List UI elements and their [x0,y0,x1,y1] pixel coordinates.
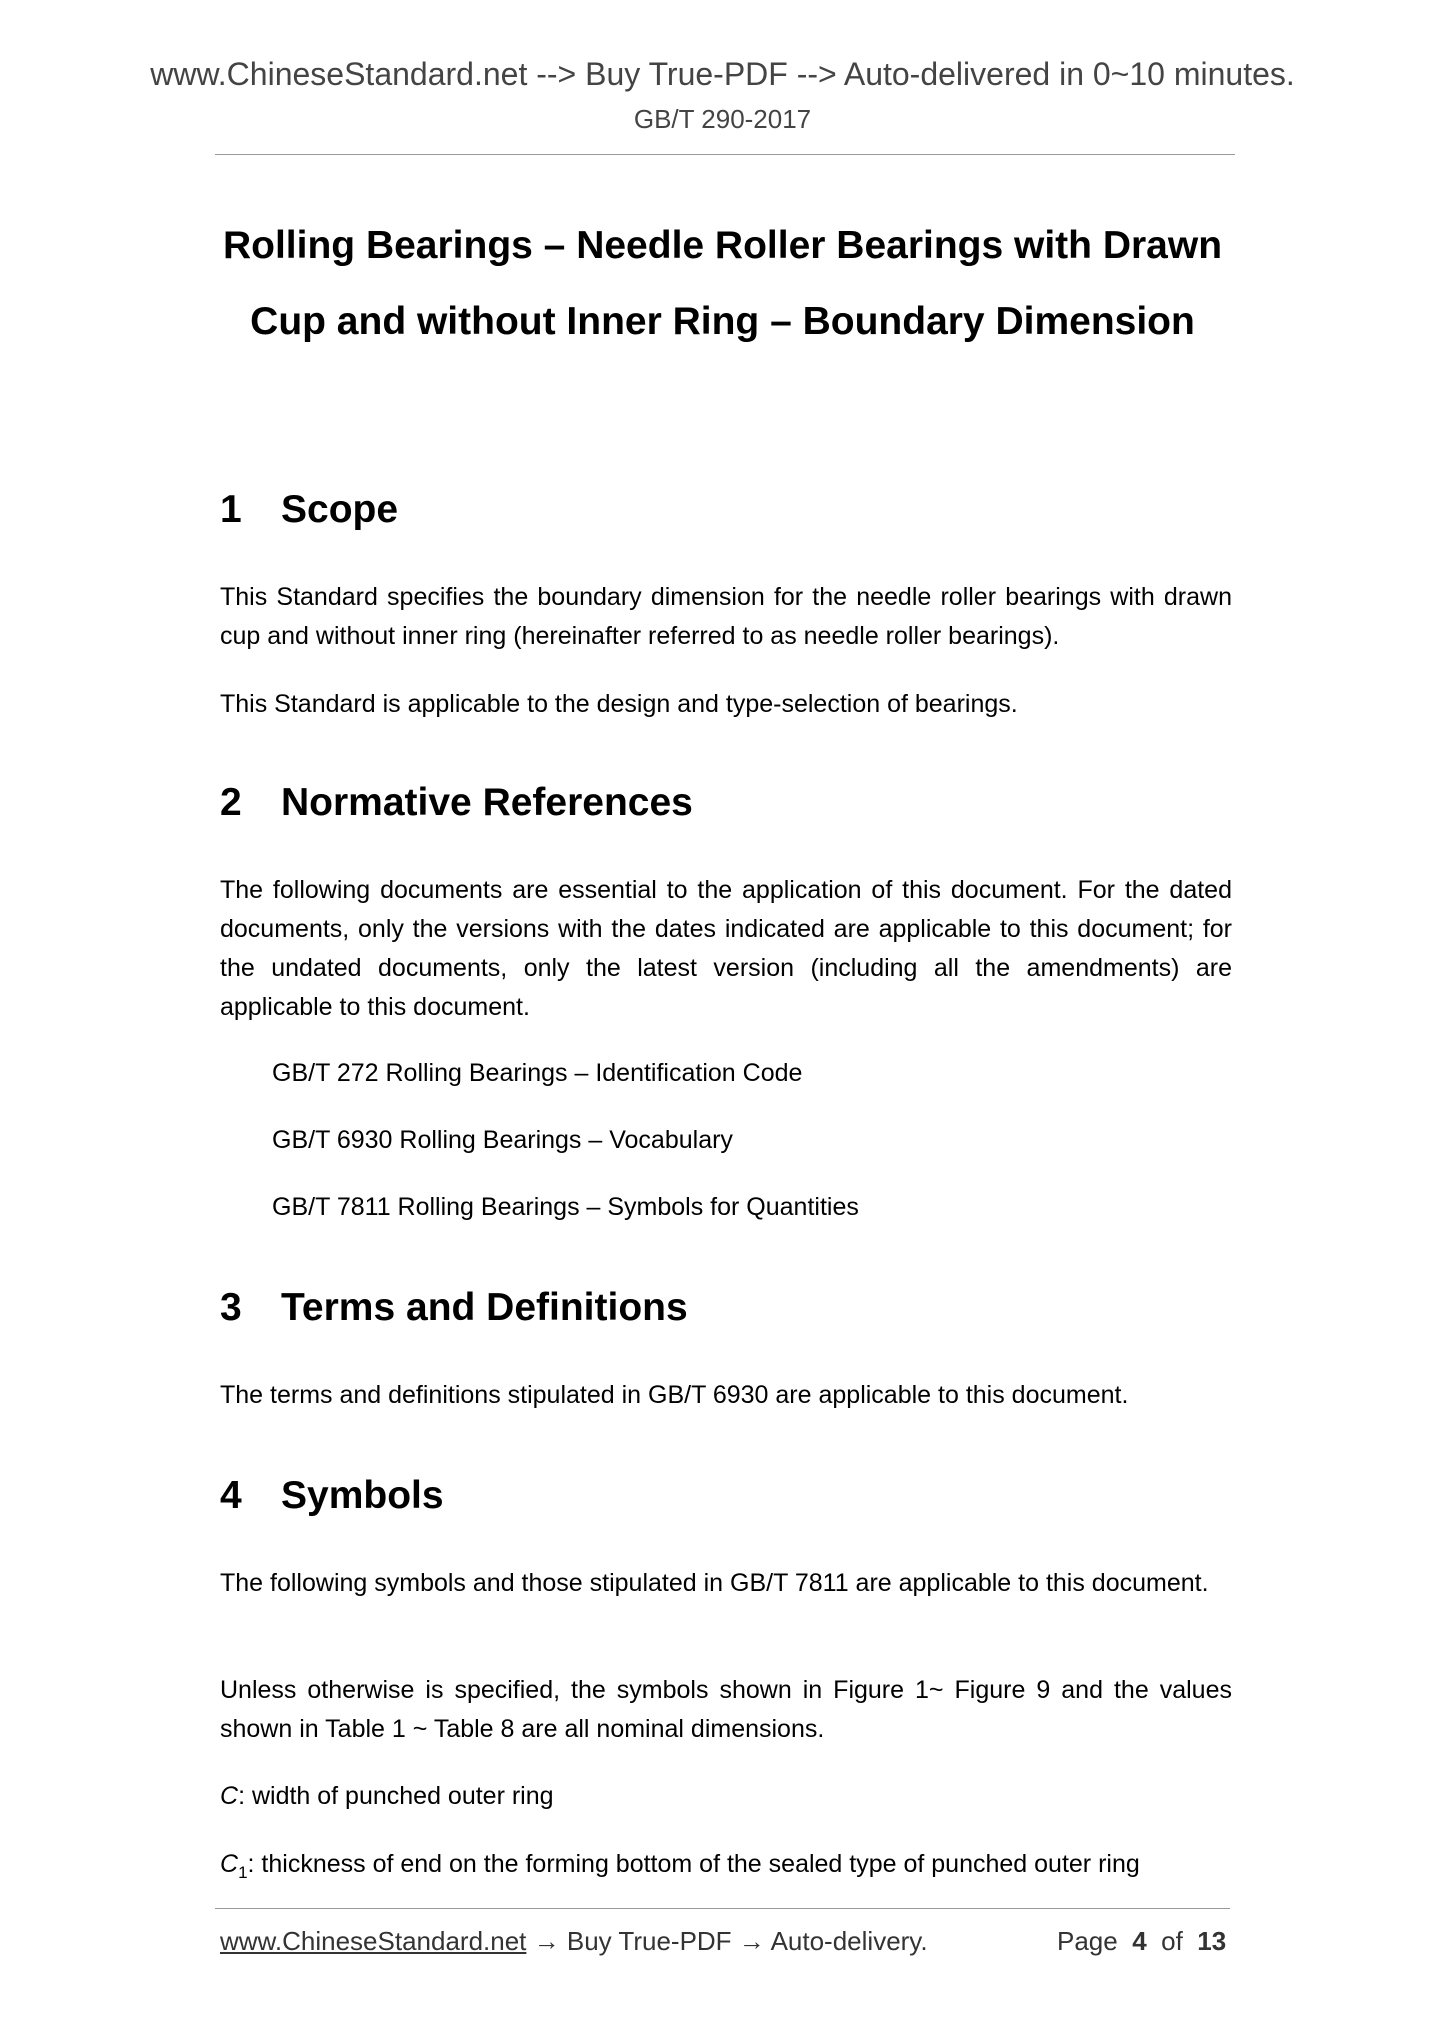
section-number: 3 [220,1286,242,1329]
section-number: 1 [220,488,242,531]
section-heading-terms-definitions [220,1286,688,1330]
terms-paragraph: The terms and definitions stipulated in GB/T 6930 are applicable to this document. [220,1381,1129,1409]
normative-paragraph: The following documents are essential to the application of this document. For the dated documents, only the versions with the dates indicated are applicable to this document; for the undated documents, only the latest version (including all the amendments) are applicable to this document. [220,876,1232,1021]
section-heading-normative-references [220,781,693,825]
document-title [160,208,1285,360]
section-title: Scope [281,488,399,531]
symbol-c1-subscript: 1 [238,1863,248,1882]
scope-paragraph-1: This Standard specifies the boundary dimension for the needle roller bearings with drawn cup and without inner ring (hereinafter referred to as needle roller bearings). [220,583,1232,650]
symbol-c1: C [220,1850,239,1878]
footer-promo-text: → Buy True-PDF → Auto-delivery. [526,1926,928,1956]
symbols-paragraph-1: The following symbols and those stipulated in GB/T 7811 are applicable to this document. [220,1569,1209,1597]
section-number: 4 [220,1474,242,1517]
symbol-c-description: : width of punched outer ring [238,1782,554,1810]
section-title: Symbols [281,1474,444,1517]
symbol-definition-c1 [220,1845,1232,1892]
section-number: 2 [220,781,242,824]
footer-website-link[interactable]: www.ChineseStandard.net [220,1926,527,1956]
symbol-c1-description: : thickness of end on the forming bottom of the sealed type of punched outer ring [247,1850,1140,1878]
header-banner: www.ChineseStandard.net --> Buy True-PDF --> Auto-delivered in 0~10 minutes. [150,56,1295,92]
reference-item: GB/T 6930 Rolling Bearings – Vocabulary [272,1126,733,1154]
reference-item: GB/T 272 Rolling Bearings – Identification Code [272,1059,803,1087]
document-title-line2: Cup and without Inner Ring – Boundary Dimension [250,300,1195,343]
page-total: 13 [1197,1926,1227,1956]
section-heading-scope [220,488,398,532]
page-label: Page [1057,1926,1118,1956]
page-of-label: of [1161,1926,1183,1956]
footer-divider [215,1908,1230,1909]
header-divider [215,154,1235,155]
symbol-definition-c [220,1777,1232,1816]
document-title-line1: Rolling Bearings – Needle Roller Bearings with Drawn [222,224,1223,267]
section-title: Terms and Definitions [281,1286,688,1329]
scope-paragraph-2: This Standard is applicable to the design and type-selection of bearings. [220,690,1018,718]
reference-item: GB/T 7811 Rolling Bearings – Symbols for Quantities [272,1193,859,1221]
symbols-paragraph-2: Unless otherwise is specified, the symbols shown in Figure 1~ Figure 9 and the values shown in Table 1 ~ Table 8 are all nominal dimensions. [220,1676,1232,1743]
section-title: Normative References [281,781,693,824]
footer-promo [220,1926,928,1957]
page-indicator [1057,1926,1226,1957]
symbol-c: C [220,1782,239,1810]
section-heading-symbols [220,1474,444,1518]
page-number: 4 [1132,1926,1147,1956]
header-standard-code: GB/T 290-2017 [633,104,812,134]
